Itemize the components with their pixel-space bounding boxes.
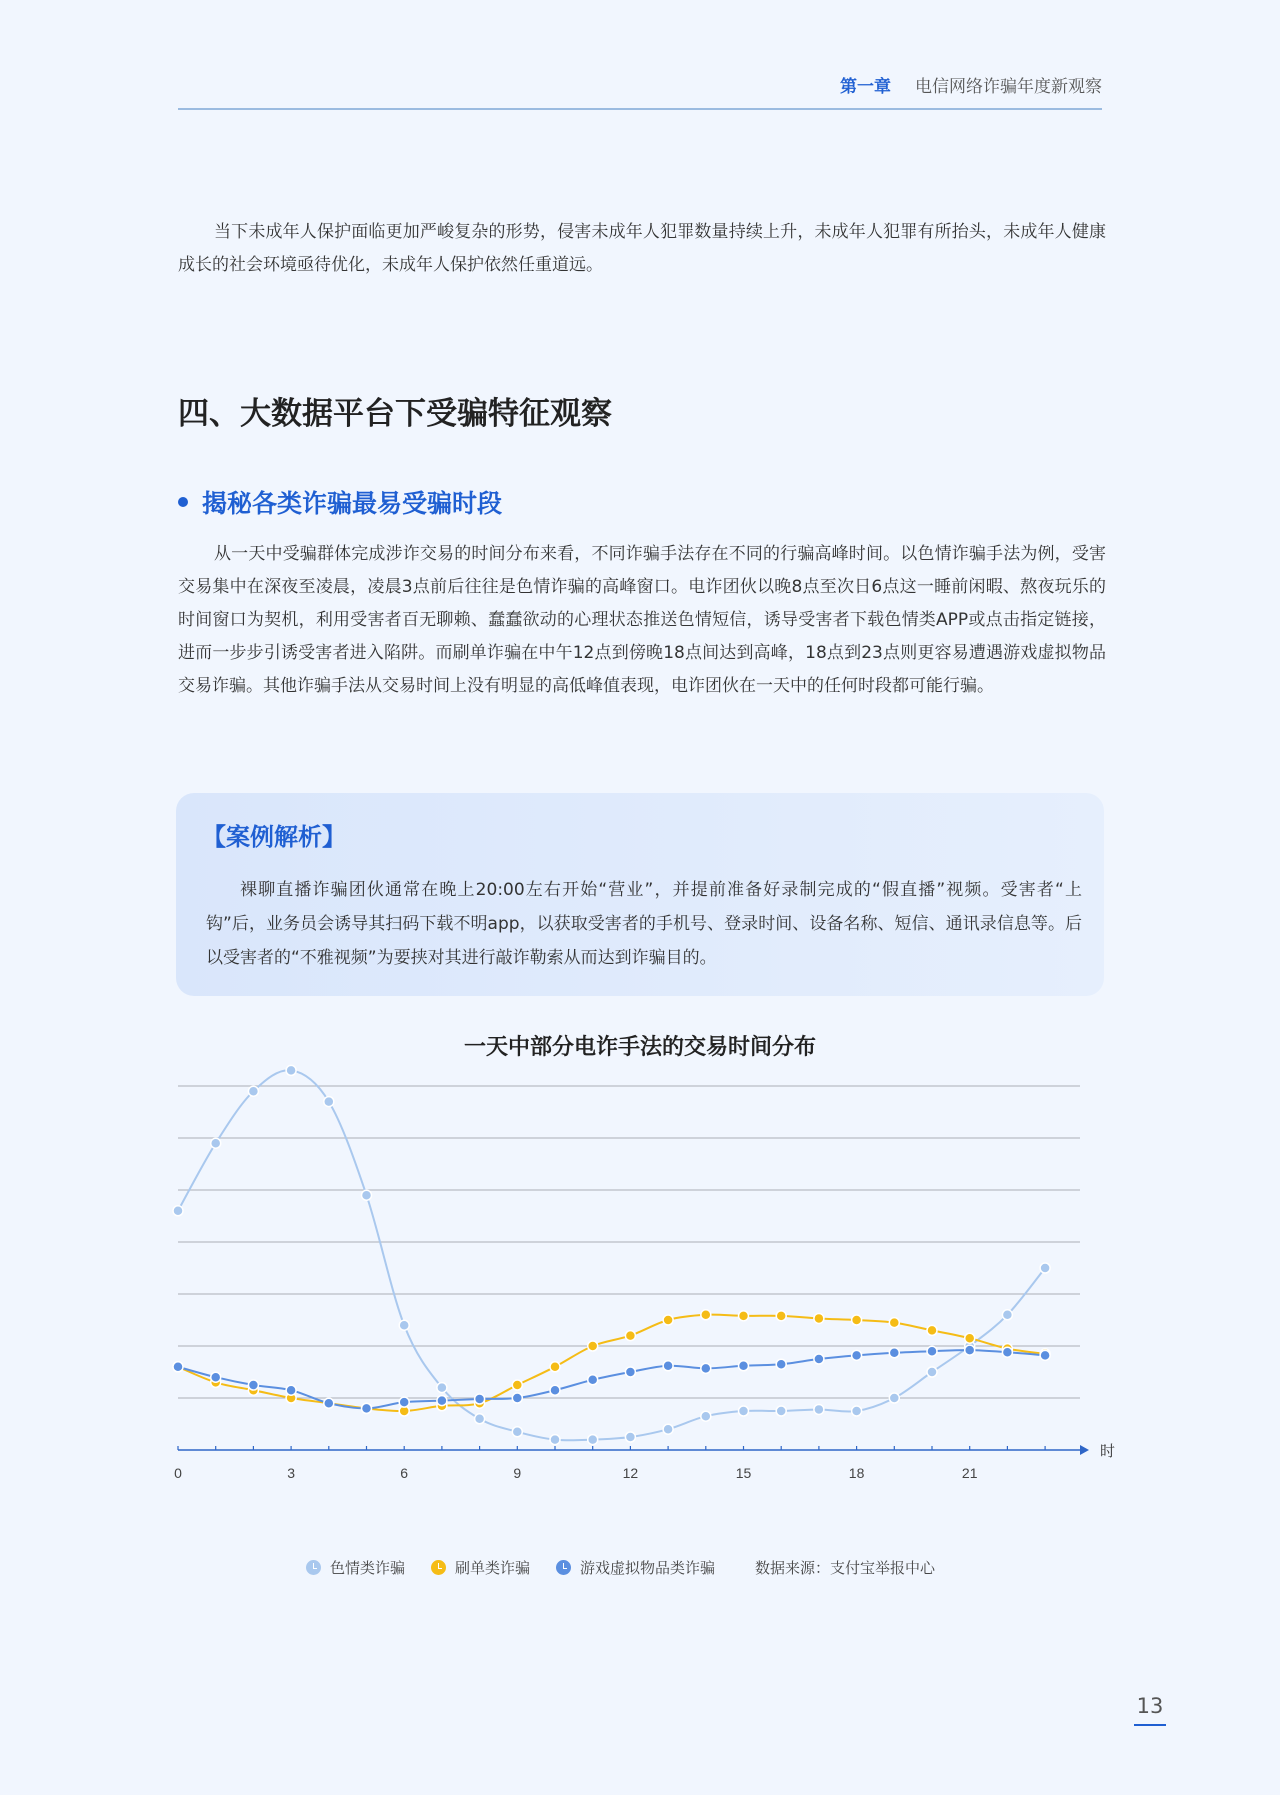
data-point	[814, 1354, 824, 1364]
data-point	[211, 1372, 221, 1382]
data-source: 数据来源：支付宝举报中心	[755, 1559, 936, 1577]
data-point	[550, 1362, 560, 1372]
data-point	[889, 1393, 899, 1403]
legend-item-brushing	[431, 1557, 530, 1578]
subsection-heading	[178, 484, 502, 520]
data-point	[173, 1206, 183, 1216]
data-point	[437, 1383, 447, 1393]
data-point	[550, 1385, 560, 1395]
data-point	[1040, 1350, 1050, 1360]
data-point	[437, 1396, 447, 1406]
legend-label: 刷单类诈骗	[455, 1559, 531, 1577]
bullet-dot-icon	[178, 497, 188, 507]
x-tick-label: 15	[735, 1465, 752, 1481]
data-point	[663, 1315, 673, 1325]
data-point	[399, 1320, 409, 1330]
data-point	[663, 1361, 673, 1371]
data-point	[286, 1385, 296, 1395]
data-point	[173, 1362, 183, 1372]
data-point	[927, 1346, 937, 1356]
case-text: 裸聊直播诈骗团伙通常在晚上20:00左右开始“营业”，并提前准备好录制完成的“假直播”视频。受害者“上钩”后，业务员会诱导其扫码下载不明app，以获取受害者的手机号、登录时间、设备名称、短信、通讯录信息等。后以受害者的“不雅视频”为要挟对其进行敲诈勒索从而达到诈骗目的。	[206, 880, 1082, 968]
data-point	[852, 1406, 862, 1416]
data-point	[814, 1404, 824, 1414]
case-title: 【案例解析】	[202, 823, 346, 851]
data-point	[248, 1380, 258, 1390]
data-point	[550, 1435, 560, 1445]
data-point	[701, 1363, 711, 1373]
data-point	[362, 1403, 372, 1413]
data-point	[776, 1311, 786, 1321]
data-point	[927, 1325, 937, 1335]
data-point	[889, 1318, 899, 1328]
data-point	[663, 1424, 673, 1434]
data-point	[324, 1398, 334, 1408]
clock-icon	[431, 1560, 446, 1575]
data-point	[625, 1367, 635, 1377]
legend-label: 游戏虚拟物品类诈骗	[580, 1559, 716, 1577]
legend-item-porn	[306, 1557, 405, 1578]
data-point	[324, 1097, 334, 1107]
subsection-title: 揭秘各类诈骗最易受骗时段	[202, 489, 503, 518]
data-point	[852, 1350, 862, 1360]
legend-item-game	[556, 1557, 715, 1578]
data-point	[701, 1411, 711, 1421]
chapter-heading	[840, 72, 1102, 97]
data-point	[1002, 1310, 1012, 1320]
data-point	[512, 1380, 522, 1390]
data-point	[701, 1310, 711, 1320]
page-number: 13	[1134, 1694, 1166, 1726]
data-point	[814, 1313, 824, 1323]
x-tick-label: 9	[513, 1465, 522, 1481]
x-tick-label: 18	[848, 1465, 865, 1481]
x-tick-label: 3	[287, 1465, 295, 1481]
data-point	[588, 1435, 598, 1445]
data-point	[739, 1361, 749, 1371]
data-point	[1002, 1347, 1012, 1357]
data-point	[588, 1375, 598, 1385]
series-line-0	[178, 1070, 1045, 1440]
clock-icon	[306, 1560, 321, 1575]
data-point	[1040, 1263, 1050, 1273]
case-analysis-box	[176, 793, 1104, 996]
data-point	[776, 1359, 786, 1369]
clock-icon	[556, 1560, 571, 1575]
data-point	[739, 1406, 749, 1416]
chapter-number: 第一章	[840, 77, 891, 97]
chapter-title: 电信网络诈骗年度新观察	[915, 77, 1102, 97]
data-point	[739, 1311, 749, 1321]
x-axis-label: 时	[1100, 1442, 1116, 1460]
data-point	[399, 1397, 409, 1407]
data-point	[248, 1086, 258, 1096]
line-chart	[0, 1060, 1280, 1540]
x-axis-arrow-icon	[1080, 1445, 1089, 1455]
intro-paragraph: 当下未成年人保护面临更加严峻复杂的形势，侵害未成年人犯罪数量持续上升，未成年人犯罪有所抬头，未成年人健康成长的社会环境亟待优化，未成年人保护依然任重道远。	[178, 222, 1106, 275]
data-point	[776, 1406, 786, 1416]
x-tick-label: 6	[400, 1465, 409, 1481]
data-point	[625, 1331, 635, 1341]
data-point	[512, 1393, 522, 1403]
x-tick-label: 12	[622, 1465, 639, 1481]
x-tick-label: 0	[174, 1465, 182, 1481]
data-point	[965, 1345, 975, 1355]
data-point	[852, 1315, 862, 1325]
page-header	[178, 72, 1102, 110]
x-tick-label: 21	[961, 1465, 978, 1481]
legend-label: 色情类诈骗	[330, 1559, 406, 1577]
data-point	[211, 1138, 221, 1148]
data-point	[965, 1333, 975, 1343]
data-point	[362, 1190, 372, 1200]
data-point	[286, 1065, 296, 1075]
data-point	[927, 1367, 937, 1377]
data-point	[889, 1348, 899, 1358]
data-point	[625, 1432, 635, 1442]
data-point	[512, 1427, 522, 1437]
chart-title: 一天中部分电诈手法的交易时间分布	[463, 1035, 816, 1060]
chart-legend	[306, 1557, 935, 1578]
data-point	[475, 1394, 485, 1404]
body-paragraph: 从一天中受骗群体完成涉诈交易的时间分布来看，不同诈骗手法存在不同的行骗高峰时间。以色情诈骗手法为例，受害交易集中在深夜至凌晨，凌晨3点前后往往是色情诈骗的高峰窗口。电诈团伙以晚8点至次日6点这一睡前闲暇、熬夜玩乐的时间窗口为契机，利用受害者百无聊赖、蠢蠢欲动的心理状态推送色情短信，诱导受害者下载色情类APP或点击指定链接，进而一步步引诱受害者进入陷阱。而刷单诈骗在中午12点到傍晚18点间达到高峰，18点到23点则更容易遭遇游戏虚拟物品交易诈骗。其他诈骗手法从交易时间上没有明显的高低峰值表现，电诈团伙在一天中的任何时段都可能行骗。	[178, 544, 1106, 696]
section-title: 四、大数据平台下受骗特征观察	[178, 396, 612, 432]
data-point	[475, 1414, 485, 1424]
data-point	[588, 1341, 598, 1351]
